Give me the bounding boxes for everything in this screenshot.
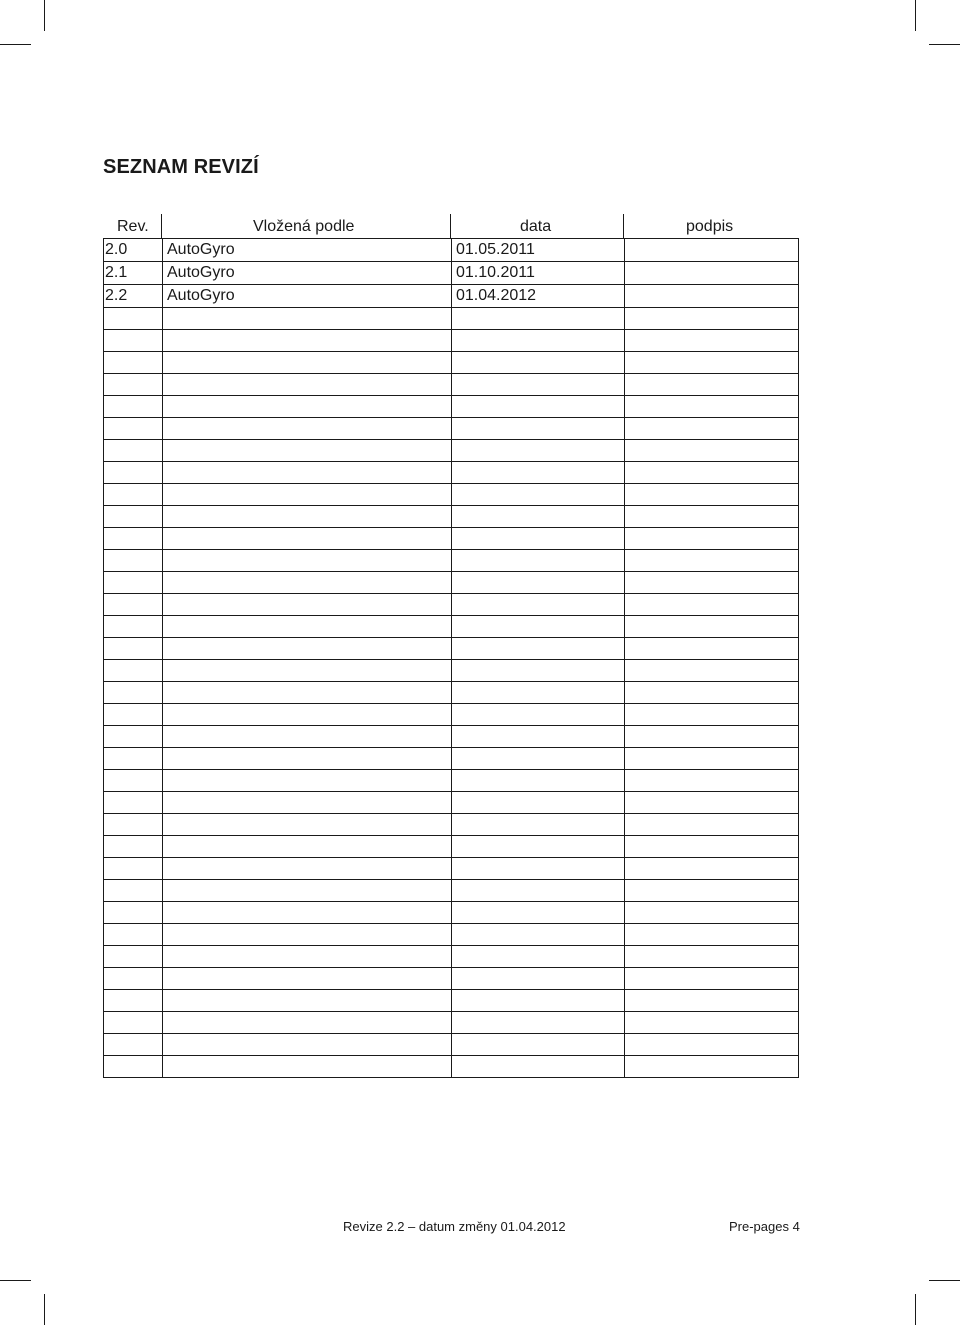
footer-revision: Revize 2.2 – datum změny 01.04.2012	[343, 1219, 566, 1234]
header-divider	[450, 214, 451, 238]
inserted-by-cell	[163, 990, 452, 1012]
empty-table-row	[104, 616, 799, 638]
inserted-by-cell	[163, 704, 452, 726]
revision-number-cell	[104, 1012, 163, 1034]
crop-mark	[929, 44, 960, 45]
inserted-by-cell	[163, 374, 452, 396]
revision-number-cell	[104, 594, 163, 616]
signature-cell	[625, 418, 799, 440]
signature-cell	[625, 880, 799, 902]
header-date: data	[520, 218, 552, 235]
date-cell	[452, 704, 625, 726]
signature-cell	[625, 792, 799, 814]
date-cell	[452, 858, 625, 880]
signature-cell	[625, 285, 799, 308]
revision-number-cell	[104, 1056, 163, 1078]
date-cell	[452, 418, 625, 440]
inserted-by-cell	[163, 550, 452, 572]
revision-number-cell	[104, 330, 163, 352]
inserted-by-cell	[163, 440, 452, 462]
revision-number-cell	[104, 858, 163, 880]
empty-table-row	[104, 396, 799, 418]
revision-number-cell	[104, 682, 163, 704]
inserted-by-cell	[163, 726, 452, 748]
header-rev: Rev.	[117, 218, 149, 235]
date-cell	[452, 836, 625, 858]
signature-cell	[625, 858, 799, 880]
revision-number-cell	[104, 770, 163, 792]
header-inserted-by: Vložená podle	[253, 218, 355, 235]
date-cell	[452, 726, 625, 748]
empty-table-row	[104, 858, 799, 880]
table-row	[104, 239, 799, 262]
signature-cell	[625, 396, 799, 418]
signature-cell	[625, 704, 799, 726]
signature-cell	[625, 968, 799, 990]
empty-table-row	[104, 440, 799, 462]
empty-table-row	[104, 770, 799, 792]
empty-table-row	[104, 374, 799, 396]
date-cell	[452, 638, 625, 660]
empty-table-row	[104, 792, 799, 814]
date-cell	[452, 902, 625, 924]
empty-table-row	[104, 638, 799, 660]
inserted-by-cell	[163, 1012, 452, 1034]
inserted-by-cell	[163, 660, 452, 682]
revision-number-cell	[104, 748, 163, 770]
empty-table-row	[104, 704, 799, 726]
signature-cell	[625, 814, 799, 836]
revision-number-cell	[104, 352, 163, 374]
empty-table-row	[104, 748, 799, 770]
crop-mark	[0, 44, 31, 45]
inserted-by-cell	[163, 330, 452, 352]
signature-cell	[625, 946, 799, 968]
inserted-by-cell	[163, 880, 452, 902]
table-row	[104, 285, 799, 308]
inserted-by-cell	[163, 462, 452, 484]
inserted-by-cell	[163, 770, 452, 792]
date-cell	[452, 770, 625, 792]
inserted-by-cell	[163, 1034, 452, 1056]
empty-table-row	[104, 836, 799, 858]
inserted-by-cell: AutoGyro	[163, 285, 452, 308]
crop-mark	[0, 1280, 31, 1281]
signature-cell	[625, 748, 799, 770]
inserted-by-cell	[163, 528, 452, 550]
signature-cell	[625, 638, 799, 660]
empty-table-row	[104, 484, 799, 506]
signature-cell	[625, 484, 799, 506]
empty-table-row	[104, 924, 799, 946]
signature-cell	[625, 440, 799, 462]
revision-number-cell	[104, 440, 163, 462]
revision-number-cell	[104, 946, 163, 968]
date-cell	[452, 396, 625, 418]
empty-table-row	[104, 814, 799, 836]
empty-table-row	[104, 462, 799, 484]
inserted-by-cell: AutoGyro	[163, 262, 452, 285]
empty-table-row	[104, 902, 799, 924]
inserted-by-cell	[163, 308, 452, 330]
revision-number-cell	[104, 308, 163, 330]
date-cell	[452, 462, 625, 484]
header-divider	[161, 214, 162, 238]
signature-cell	[625, 352, 799, 374]
inserted-by-cell	[163, 396, 452, 418]
revision-number-cell	[104, 968, 163, 990]
date-cell	[452, 528, 625, 550]
signature-cell	[625, 550, 799, 572]
date-cell	[452, 880, 625, 902]
revision-number-cell	[104, 1034, 163, 1056]
inserted-by-cell	[163, 836, 452, 858]
inserted-by-cell	[163, 748, 452, 770]
empty-table-row	[104, 1012, 799, 1034]
empty-table-row	[104, 1034, 799, 1056]
date-cell	[452, 506, 625, 528]
date-cell: 01.04.2012	[452, 285, 625, 308]
revision-number-cell: 2.2	[104, 285, 163, 308]
crop-mark	[915, 0, 916, 31]
page-title: SEZNAM REVIZÍ	[103, 156, 259, 178]
date-cell: 01.10.2011	[452, 262, 625, 285]
date-cell	[452, 682, 625, 704]
inserted-by-cell	[163, 968, 452, 990]
signature-cell	[625, 506, 799, 528]
revision-number-cell: 2.0	[104, 239, 163, 262]
signature-cell	[625, 462, 799, 484]
revision-number-cell	[104, 550, 163, 572]
crop-mark	[929, 1280, 960, 1281]
date-cell	[452, 1034, 625, 1056]
inserted-by-cell	[163, 352, 452, 374]
empty-table-row	[104, 1056, 799, 1078]
revision-number-cell	[104, 924, 163, 946]
empty-table-row	[104, 990, 799, 1012]
signature-cell	[625, 594, 799, 616]
signature-cell	[625, 726, 799, 748]
signature-cell	[625, 374, 799, 396]
revision-number-cell	[104, 902, 163, 924]
crop-mark	[44, 0, 45, 31]
inserted-by-cell	[163, 1056, 452, 1078]
date-cell	[452, 990, 625, 1012]
revision-number-cell	[104, 638, 163, 660]
empty-table-row	[104, 550, 799, 572]
date-cell	[452, 374, 625, 396]
empty-table-row	[104, 418, 799, 440]
date-cell	[452, 484, 625, 506]
signature-cell	[625, 770, 799, 792]
date-cell	[452, 572, 625, 594]
signature-cell	[625, 1012, 799, 1034]
revision-number-cell	[104, 726, 163, 748]
date-cell	[452, 1012, 625, 1034]
revision-number-cell	[104, 462, 163, 484]
date-cell	[452, 1056, 625, 1078]
inserted-by-cell	[163, 946, 452, 968]
inserted-by-cell	[163, 792, 452, 814]
inserted-by-cell	[163, 572, 452, 594]
inserted-by-cell	[163, 858, 452, 880]
crop-mark	[915, 1294, 916, 1325]
empty-table-row	[104, 528, 799, 550]
date-cell	[452, 550, 625, 572]
revision-number-cell	[104, 418, 163, 440]
signature-cell	[625, 308, 799, 330]
signature-cell	[625, 528, 799, 550]
date-cell	[452, 814, 625, 836]
empty-table-row	[104, 968, 799, 990]
signature-cell	[625, 660, 799, 682]
header-divider	[623, 214, 624, 238]
inserted-by-cell: AutoGyro	[163, 239, 452, 262]
signature-cell	[625, 836, 799, 858]
revision-number-cell	[104, 396, 163, 418]
date-cell	[452, 352, 625, 374]
signature-cell	[625, 682, 799, 704]
revision-number-cell: 2.1	[104, 262, 163, 285]
date-cell	[452, 660, 625, 682]
inserted-by-cell	[163, 484, 452, 506]
signature-cell	[625, 1056, 799, 1078]
date-cell	[452, 792, 625, 814]
signature-cell	[625, 239, 799, 262]
inserted-by-cell	[163, 682, 452, 704]
signature-cell	[625, 924, 799, 946]
date-cell	[452, 968, 625, 990]
revision-number-cell	[104, 990, 163, 1012]
empty-table-row	[104, 352, 799, 374]
signature-cell	[625, 902, 799, 924]
revision-number-cell	[104, 616, 163, 638]
empty-table-row	[104, 506, 799, 528]
empty-table-row	[104, 946, 799, 968]
date-cell	[452, 440, 625, 462]
inserted-by-cell	[163, 638, 452, 660]
revision-number-cell	[104, 374, 163, 396]
table-header	[103, 214, 798, 238]
inserted-by-cell	[163, 418, 452, 440]
revision-number-cell	[104, 814, 163, 836]
signature-cell	[625, 990, 799, 1012]
table-row	[104, 262, 799, 285]
revision-number-cell	[104, 704, 163, 726]
date-cell	[452, 924, 625, 946]
signature-cell	[625, 1034, 799, 1056]
empty-table-row	[104, 660, 799, 682]
date-cell	[452, 748, 625, 770]
signature-cell	[625, 572, 799, 594]
header-signature: podpis	[686, 218, 734, 235]
revision-number-cell	[104, 836, 163, 858]
footer-page-number: Pre-pages 4	[729, 1219, 800, 1234]
empty-table-row	[104, 726, 799, 748]
inserted-by-cell	[163, 616, 452, 638]
signature-cell	[625, 330, 799, 352]
empty-table-row	[104, 308, 799, 330]
signature-cell	[625, 616, 799, 638]
date-cell	[452, 946, 625, 968]
revision-number-cell	[104, 880, 163, 902]
revision-number-cell	[104, 528, 163, 550]
empty-table-row	[104, 594, 799, 616]
date-cell	[452, 308, 625, 330]
revision-number-cell	[104, 572, 163, 594]
empty-table-row	[104, 330, 799, 352]
empty-table-row	[104, 572, 799, 594]
date-cell	[452, 616, 625, 638]
revision-number-cell	[104, 484, 163, 506]
revision-number-cell	[104, 506, 163, 528]
inserted-by-cell	[163, 594, 452, 616]
crop-mark	[44, 1294, 45, 1325]
inserted-by-cell	[163, 902, 452, 924]
inserted-by-cell	[163, 506, 452, 528]
signature-cell	[625, 262, 799, 285]
revision-number-cell	[104, 792, 163, 814]
date-cell	[452, 594, 625, 616]
date-cell: 01.05.2011	[452, 239, 625, 262]
inserted-by-cell	[163, 924, 452, 946]
date-cell	[452, 330, 625, 352]
inserted-by-cell	[163, 814, 452, 836]
empty-table-row	[104, 682, 799, 704]
empty-table-row	[104, 880, 799, 902]
revision-number-cell	[104, 660, 163, 682]
revision-table	[103, 238, 799, 1078]
